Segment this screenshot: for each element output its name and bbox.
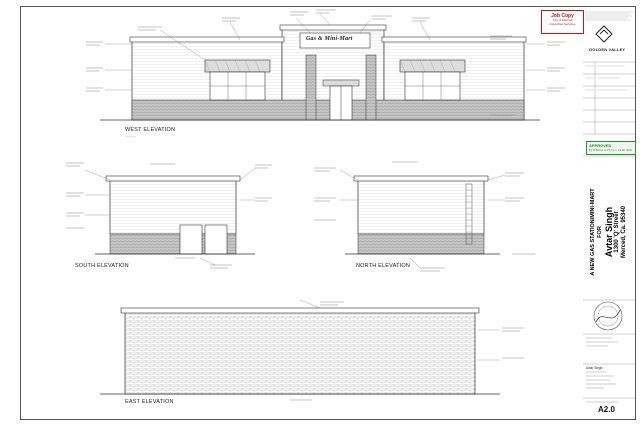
job-copy-line2: Inspection Services — [549, 21, 576, 26]
sheet-number: A2.0 — [598, 405, 615, 414]
project-title-block — [590, 188, 628, 275]
project-line1: A NEW GAS STATION/MINI-MART — [590, 188, 596, 276]
east-elevation — [100, 308, 500, 394]
east-elevation-title: EAST ELEVATION — [125, 399, 174, 405]
approved-detail: By D. Brown at 2:17 pm, Jul 08, 2020 — [589, 149, 632, 152]
project-line4: 1300 'Q' Street — [614, 211, 620, 253]
job-copy-title: Job Copy — [551, 13, 574, 19]
approved-title: APPROVED — [589, 143, 612, 148]
job-copy-line1: City of Merced — [552, 18, 573, 22]
job-copy-stamp — [541, 10, 584, 34]
owner-name: Avtar Singh — [586, 366, 603, 370]
company-name: GOLDEN VALLEY — [589, 47, 626, 52]
project-line2: FOR — [597, 226, 603, 238]
west-sign-text: Gas & Mini-Mart — [306, 36, 353, 42]
west-elevation-title: WEST ELEVATION — [125, 127, 176, 133]
north-elevation — [345, 176, 500, 254]
north-elevation-title: NORTH ELEVATION — [356, 263, 411, 269]
project-line5: Merced, Ca. 95340 — [621, 205, 627, 259]
south-elevation-title: SOUTH ELEVATION — [75, 263, 129, 269]
project-line3: Avtar Singh — [604, 206, 614, 258]
south-elevation — [95, 176, 255, 254]
west-elevation-scale: — — — — [126, 135, 136, 138]
approved-stamp — [586, 141, 636, 155]
